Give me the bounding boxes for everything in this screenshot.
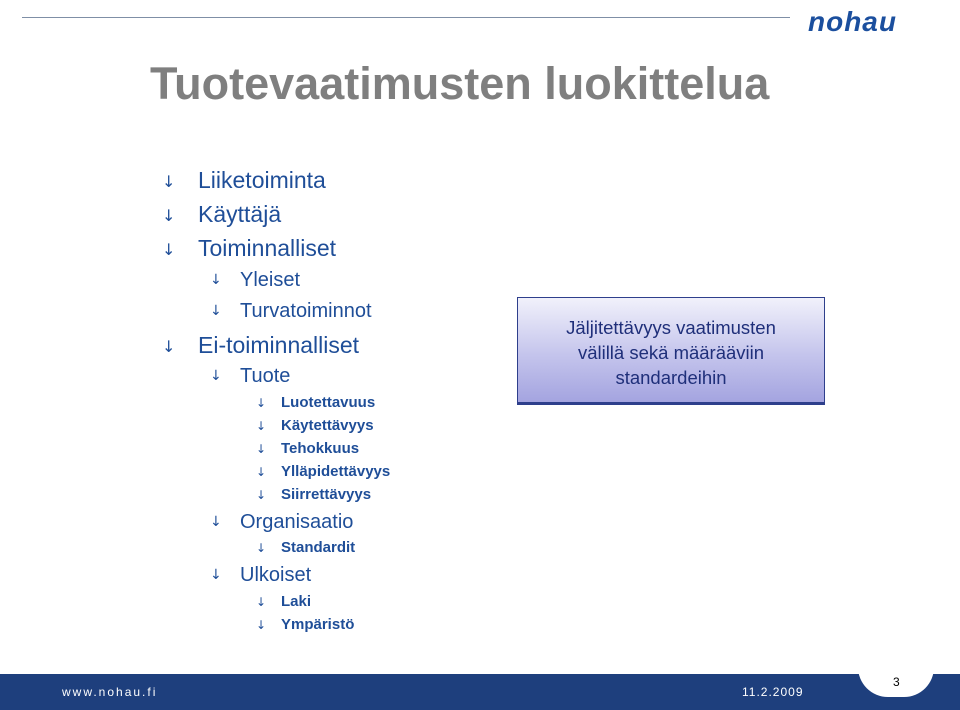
callout-line: Jäljitettävyys vaatimusten [566,317,776,338]
nohau-logo: nohau [808,6,897,37]
bullet-arrow-icon: ↓ [210,514,222,530]
bullet-arrow-icon: ↓ [256,396,267,410]
bullet-arrow-icon: ↓ [256,488,267,502]
bullet-arrow-icon: ↓ [162,172,176,191]
list-item-level1: Käyttäjä [198,201,282,227]
list-item-level2: Organisaatio [240,511,354,533]
bullet-arrow-icon: ↓ [210,272,222,288]
list-item-level3: Ylläpidettävyys [281,463,391,480]
bullet-arrow-icon: ↓ [210,567,222,583]
callout-line: välillä sekä määrääviin [577,342,765,363]
top-divider-line [22,17,790,18]
slide-title: Tuotevaatimusten luokittelua [150,58,770,109]
list-item-level1: Liiketoiminta [198,167,326,193]
list-item-level2: Yleiset [240,269,301,291]
bullet-arrow-icon: ↓ [162,206,176,225]
list-item-level3: Käytettävyys [281,417,374,434]
list-item-level1: Ei-toiminnalliset [198,332,360,358]
list-item-level2: Ulkoiset [240,564,312,586]
list-item-level3: Laki [281,593,312,610]
bullet-arrow-icon: ↓ [210,303,222,319]
list-item-level2: Turvatoiminnot [240,300,372,322]
list-item-level3: Ympäristö [281,616,355,633]
traceability-callout-box [517,297,825,405]
list-item-level1: Toiminnalliset [198,235,337,261]
list-item-level3: Tehokkuus [281,440,360,457]
bullet-arrow-icon: ↓ [256,419,267,433]
list-item-level3: Standardit [281,539,356,556]
bullet-arrow-icon: ↓ [256,595,267,609]
bullet-arrow-icon: ↓ [256,442,267,456]
callout-line: standardeihin [615,367,727,388]
footer-bar [0,674,960,710]
bullet-arrow-icon: ↓ [162,240,176,259]
bullet-arrow-icon: ↓ [256,618,267,632]
page-number: 3 [893,675,900,689]
list-item-level2: Tuote [240,365,291,387]
bullet-arrow-icon: ↓ [256,541,267,555]
footer-url: www.nohau.fi [62,685,158,699]
list-item-level3: Luotettavuus [281,394,376,411]
list-item-level3: Siirrettävyys [281,486,372,503]
bullet-arrow-icon: ↓ [256,465,267,479]
footer-date: 11.2.2009 [742,685,804,699]
bullet-arrow-icon: ↓ [162,337,176,356]
bullet-arrow-icon: ↓ [210,368,222,384]
